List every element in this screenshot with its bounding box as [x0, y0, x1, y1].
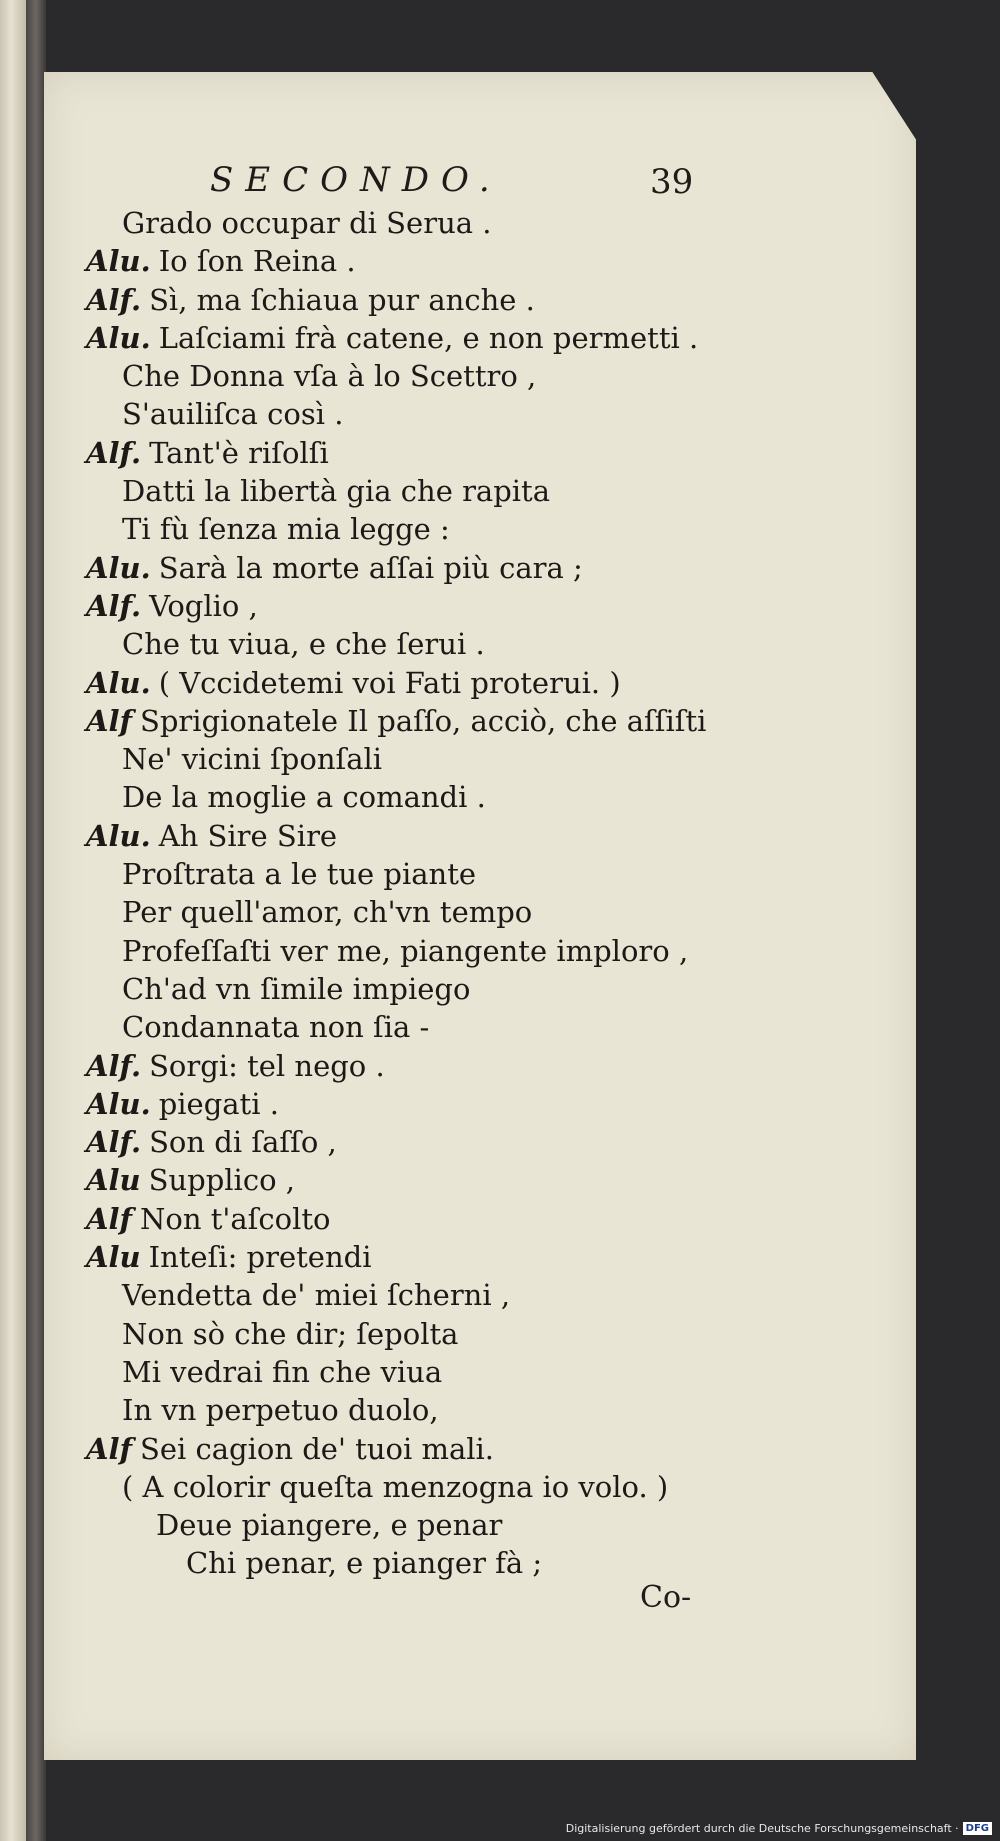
line-text: Che tu viua, e che ſerui .: [122, 627, 485, 662]
line-text: S'auiliſca così .: [122, 397, 344, 432]
line-text: Laſciami frà catene, e non permetti .: [158, 320, 699, 355]
text-line: [86, 817, 896, 855]
text-line: [86, 625, 896, 663]
speaker-label: Alu.: [86, 550, 151, 585]
line-text: Sorgi: tel nego .: [149, 1048, 385, 1083]
text-line: [86, 549, 896, 587]
text-line: [86, 702, 896, 740]
line-text: Son di ſaſſo ,: [149, 1125, 337, 1160]
line-text: Ne' vicini ſponſali: [122, 742, 383, 777]
catchword: Co-: [640, 1580, 692, 1615]
line-text: Proſtrata a le tue piante: [122, 857, 477, 892]
line-text: Sprigionatele Il paſſo, acciò, che aſſiſti: [140, 703, 707, 738]
line-text: Condannata non ſia -: [122, 1010, 430, 1045]
text-line: [86, 1315, 896, 1353]
line-text: Datti la libertà gia che rapita: [122, 474, 551, 509]
line-text: In vn perpetuo duolo,: [122, 1393, 439, 1428]
running-header: SECONDO.: [210, 160, 502, 200]
line-text: Vendetta de' miei ſcherni ,: [122, 1278, 511, 1313]
line-text: Mi vedrai fin che viua: [122, 1354, 443, 1389]
speaker-label: Alf.: [86, 1125, 142, 1160]
speaker-label: Alu.: [86, 665, 151, 700]
text-line: [86, 1008, 896, 1046]
line-text: Voglio ,: [149, 588, 258, 623]
speaker-label: Alu: [86, 1163, 141, 1198]
line-text: Sarà la morte aſſai più cara ;: [158, 550, 583, 585]
text-line: [86, 1085, 896, 1123]
line-text: Per quell'amor, ch'vn tempo: [122, 895, 533, 930]
text-line: [86, 1161, 896, 1199]
digitization-footer: [566, 1822, 992, 1835]
text-line: [86, 1353, 896, 1391]
line-text: Ah Sire Sire: [158, 818, 338, 853]
line-text: piegati .: [158, 1086, 279, 1121]
text-line: [86, 932, 896, 970]
line-text: Sei cagion de' tuoi mali.: [140, 1431, 495, 1466]
line-text: Supplico ,: [148, 1163, 295, 1198]
footer-text: Digitalisierung gefördert durch die Deutsche Forschungsgemeinschaft ·: [565, 1822, 959, 1835]
speaker-label: Alf: [86, 1201, 132, 1236]
speaker-label: Alf.: [86, 1048, 142, 1083]
line-text: Inteſi: pretendi: [148, 1240, 372, 1275]
text-line: [86, 357, 896, 395]
page-number: 39: [650, 162, 694, 202]
line-text: Grado occupar di Serua .: [122, 206, 492, 240]
text-line: [86, 1468, 896, 1506]
text-line: [86, 740, 896, 778]
text-line: [86, 319, 896, 357]
text-line: [86, 434, 896, 472]
speaker-label: Alf.: [86, 588, 142, 623]
speaker-label: Alu: [86, 1240, 141, 1275]
text-line: [86, 1123, 896, 1161]
text-line: [86, 1200, 896, 1238]
line-text: Tant'è riſolſi: [149, 435, 329, 470]
line-text: Profeſſaſti ver me, piangente imploro ,: [122, 933, 689, 968]
line-text: Sì, ma ſchiaua pur anche .: [149, 282, 535, 317]
book-spine-edge: [0, 0, 28, 1841]
line-text: Io ſon Reina .: [158, 244, 356, 279]
speaker-label: Alf: [86, 1431, 132, 1466]
text-line: [86, 242, 896, 280]
line-text: Chi penar, e pianger fà ;: [186, 1546, 543, 1581]
text-line: [86, 510, 896, 548]
text-line: [86, 587, 896, 625]
speaker-label: Alf.: [86, 435, 142, 470]
dfg-logo-icon: DFG: [963, 1822, 992, 1835]
speaker-label: Alu.: [86, 320, 151, 355]
line-text: Non sò che dir; ſepolta: [122, 1316, 459, 1351]
text-line: [86, 893, 896, 931]
text-line: [86, 970, 896, 1008]
speaker-label: Alf.: [86, 282, 142, 317]
text-line: [86, 1391, 896, 1429]
text-line: [86, 281, 896, 319]
speaker-label: Alu.: [86, 1086, 151, 1121]
line-text: ( Vccidetemi voi Fati proterui. ): [158, 665, 621, 700]
line-text: ( A colorir queſta menzogna io volo. ): [122, 1469, 669, 1504]
text-line: [86, 1276, 896, 1314]
text-line: [86, 1047, 896, 1085]
text-line: [86, 1506, 896, 1544]
text-line: [86, 395, 896, 433]
line-text: Non t'aſcolto: [140, 1201, 331, 1236]
speaker-label: Alu.: [86, 818, 151, 853]
text-line: [86, 1430, 896, 1468]
speaker-label: Alf: [86, 703, 132, 738]
book-binding: [26, 0, 46, 1841]
line-text: Deue piangere, e penar: [156, 1508, 503, 1543]
text-line: [86, 472, 896, 510]
text-line: [86, 778, 896, 816]
text-line: [86, 204, 896, 242]
text-line: [86, 855, 896, 893]
text-line: [86, 1238, 896, 1276]
line-text: Che Donna vſa à lo Scettro ,: [122, 359, 537, 394]
text-line: [86, 1544, 896, 1582]
line-text: De la moglie a comandi .: [122, 780, 486, 815]
speaker-label: Alu.: [86, 244, 151, 279]
line-text: Ch'ad vn ſimile impiego: [122, 971, 471, 1006]
text-line: [86, 664, 896, 702]
verse-text: [86, 204, 896, 1583]
line-text: Ti fù ſenza mia legge :: [122, 512, 450, 547]
